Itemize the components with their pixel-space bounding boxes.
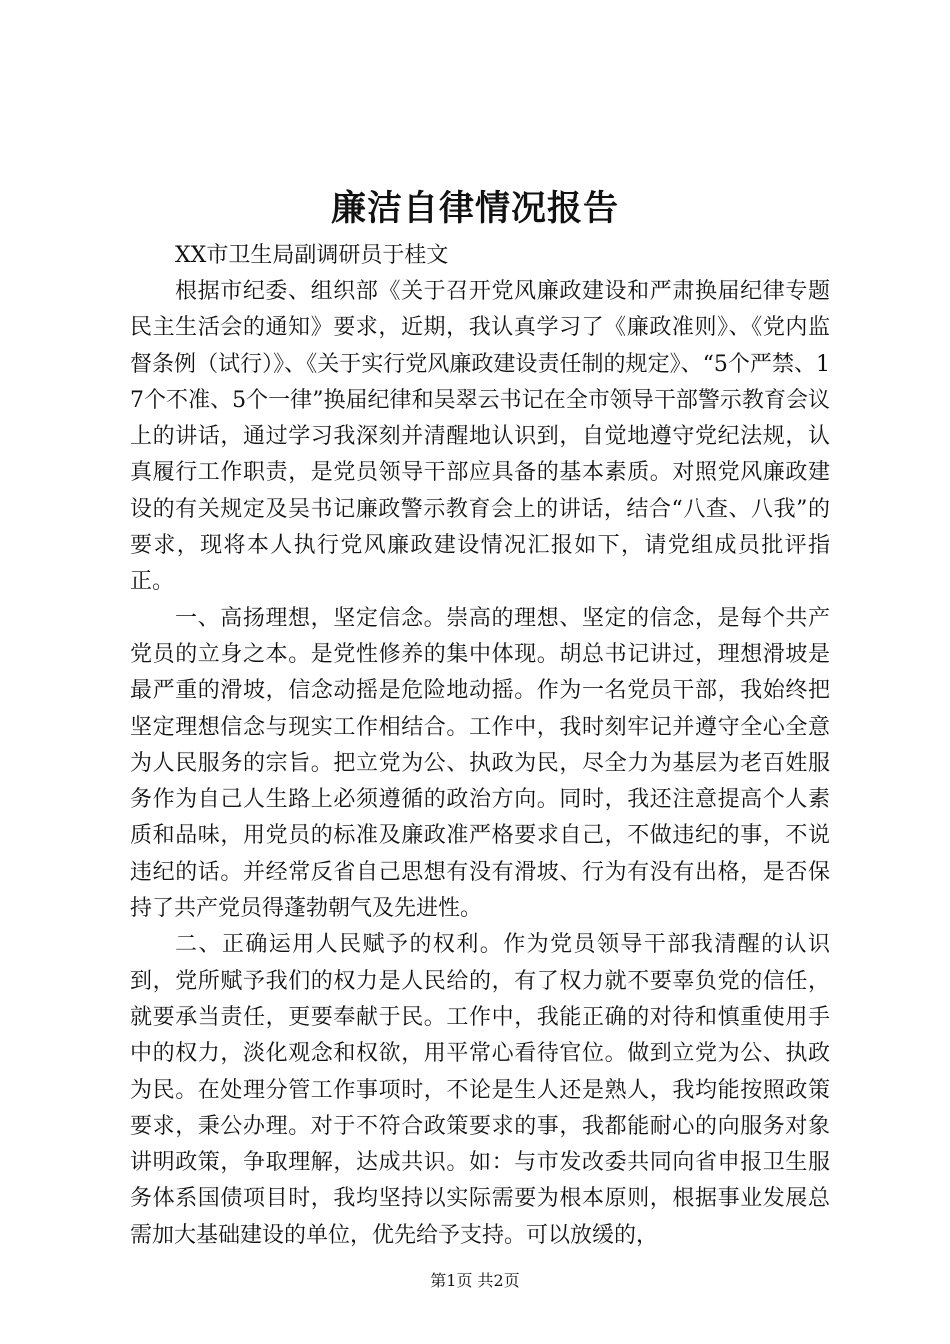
body-paragraph-2: 一、高扬理想，坚定信念。崇高的理想、坚定的信念，是每个共产党员的立身之本。是党性修养的集中体现。胡总书记讲过，理想滑坡是最严重的滑坡，信念动摇是危险地动摇。作为一名党员干部，我始终把坚定理想信念与现实工作相结合。工作中，我时刻牢记并遵守全心全意为人民服务的宗旨。把立党为公、执政为民，尽全力为基层为老百姓服务作为自己人生路上必须遵循的政治方向。同时，我还注意提高个人素质和品味，用党员的标准及廉政准严格要求自己，不做违纪的事，不说违纪的话。并经常反省自己思想有没有滑坡、行为有没有出格，是否保持了共产党员得蓬勃朝气及先进性。 [130,605,830,922]
page-footer: 第1页 共2页 [430,1271,520,1290]
author-line: XX市卫生局副调研员于桂文 [175,243,449,268]
body-paragraph-3: 二、正确运用人民赋予的权利。作为党员领导干部我清醒的认识到，党所赋予我们的权力是人民给的，有了权力就不要辜负党的信任，就要承当责任，更要奉献于民。工作中，我能正确的对待和慎重使用手中的权力，淡化观念和权欲，用平常心看待官位。做到立党为公、执政为民。在处理分管工作事项时，不论是生人还是熟人，我均能按照政策要求，秉公办理。对于不符合政策要求的事，我都能耐心的向服务对象讲明政策，争取理解，达成共识。如：与市发改委共同向省申报卫生服务体系国债项目时，我均坚持以实际需要为根本原则，根据事业发展总需加大基础建设的单位，优先给予支持。可以放缓的， [130,932,830,1248]
document-body [130,238,830,1254]
body-paragraph-1: 根据市纪委、组织部《关于召开党风廉政建设和严肃换届纪律专题民主生活会的通知》要求，近期，我认真学习了《廉政准则》、《党内监督条例（试行）》、《关于实行党风廉政建设责任制的规定》、“5个严禁、17个不准、5个一律”换届纪律和吴翠云书记在全市领导干部警示教育会议上的讲话，通过学习我深刻并清醒地认识到，自觉地遵守党纪法规，认真履行工作职责，是党员领导干部应具备的基本素质。对照党风廉政建设的有关规定及吴书记廉政警示教育会上的讲话，结合“八查、八我”的要求，现将本人执行党风廉政建设情况汇报如下，请党组成员批评指正。 [130,279,830,595]
document-title: 廉洁自律情况报告 [330,188,619,229]
